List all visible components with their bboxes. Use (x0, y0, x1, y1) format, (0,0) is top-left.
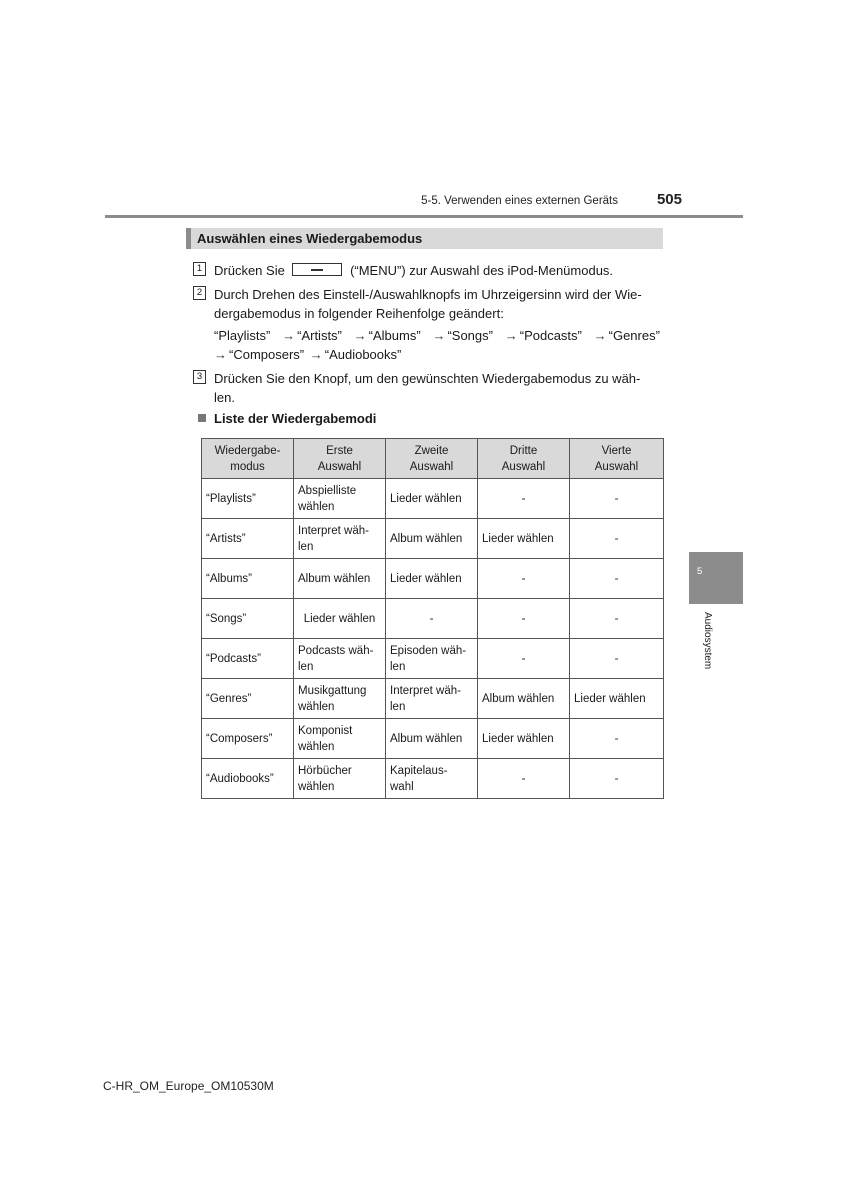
header-mode: Wiedergabe- modus (202, 439, 294, 479)
mode-sequence-line-1 (214, 325, 660, 346)
step-3-line-1: Drücken Sie den Knopf, um den gewünschten Wiedergabemodus zu wäh- (214, 371, 641, 386)
arrow-icon: → (593, 328, 607, 343)
table-row (202, 479, 664, 519)
table-row (202, 639, 664, 679)
table-row (202, 599, 664, 639)
step-2-line-1: Durch Drehen des Einstell-/Auswahlknopfs im Uhrzeigersinn wird der Wie- (214, 287, 642, 302)
table-cell: Abspielliste wählen (294, 479, 386, 519)
sequence-item: → “Podcasts” (504, 328, 582, 343)
arrow-icon: → (282, 328, 296, 343)
chapter-label: Audiosystem (702, 612, 713, 670)
table-row (202, 679, 664, 719)
sequence-item: → “Composers” (214, 347, 305, 362)
table-cell: - (570, 559, 664, 599)
table-cell: Album wählen (386, 519, 478, 559)
table-cell: “Podcasts” (202, 639, 294, 679)
table-cell: “Artists” (202, 519, 294, 559)
step-number-3: 3 (193, 370, 206, 384)
table-row (202, 519, 664, 559)
sequence-item: → “Songs” (432, 328, 493, 343)
table-cell: - (478, 479, 570, 519)
footer-document-code: C-HR_OM_Europe_OM10530M (103, 1079, 274, 1093)
table-cell: - (570, 639, 664, 679)
table-row (202, 559, 664, 599)
header-section-title: 5-5. Verwenden eines externen Geräts (421, 195, 618, 207)
step-number-2: 2 (193, 286, 206, 300)
table-cell: - (570, 759, 664, 799)
section-title: Auswählen eines Wiedergabemodus (186, 228, 663, 249)
arrow-icon: → (432, 328, 446, 343)
sequence-item: → “Artists” (282, 328, 342, 343)
playback-modes-table (201, 438, 664, 799)
table-cell: - (570, 519, 664, 559)
table-cell: Musikgattung wählen (294, 679, 386, 719)
step-1-text (214, 260, 613, 281)
table-cell: Interpret wäh- len (386, 679, 478, 719)
table-cell: “Playlists” (202, 479, 294, 519)
step-3-line-2: len. (214, 390, 235, 405)
table-row (202, 719, 664, 759)
table-cell: Komponist wählen (294, 719, 386, 759)
table-cell: “Songs” (202, 599, 294, 639)
step-number-1: 1 (193, 262, 206, 276)
page-number: 505 (656, 191, 682, 208)
table-cell: “Genres” (202, 679, 294, 719)
table-cell: Episoden wäh- len (386, 639, 478, 679)
chapter-tab (689, 552, 743, 604)
table-cell: - (570, 599, 664, 639)
table-cell: Podcasts wäh- len (294, 639, 386, 679)
table-cell: Hörbücher wählen (294, 759, 386, 799)
table-cell: Interpret wäh- len (294, 519, 386, 559)
table-cell: Lieder wählen (570, 679, 664, 719)
table-cell: “Audiobooks” (202, 759, 294, 799)
table-cell: - (478, 759, 570, 799)
header-first: Erste Auswahl (294, 439, 386, 479)
sequence-item: → “Genres” (593, 328, 660, 343)
sequence-item: → “Albums” (353, 328, 421, 343)
step-1-text-after: (“MENU”) zur Auswahl des iPod-Menümodus. (350, 263, 614, 278)
table-cell: Lieder wählen (386, 559, 478, 599)
square-bullet-icon (198, 414, 206, 422)
header-third: Dritte Auswahl (478, 439, 570, 479)
table-cell: - (570, 719, 664, 759)
chapter-number: 5 (697, 566, 703, 577)
sequence-item: “Playlists” (214, 328, 271, 343)
table-header-row (202, 439, 664, 479)
table-cell: - (478, 559, 570, 599)
table-cell: “Composers” (202, 719, 294, 759)
sequence-item: → “Audiobooks” (309, 347, 402, 362)
step-2-line-2: dergabemodus in folgender Reihenfolge geändert: (214, 306, 504, 321)
table-cell: Kapitelaus- wahl (386, 759, 478, 799)
arrow-icon: → (214, 347, 227, 362)
table-cell: Lieder wählen (294, 599, 386, 639)
table-cell: - (386, 599, 478, 639)
menu-button-icon (292, 263, 342, 276)
table-row (202, 759, 664, 799)
table-cell: Lieder wählen (478, 519, 570, 559)
header-rule (105, 215, 743, 218)
arrow-icon: → (309, 347, 323, 362)
table-cell: “Albums” (202, 559, 294, 599)
table-cell: - (570, 479, 664, 519)
table-cell: - (478, 599, 570, 639)
step-1-text-before: Drücken Sie (214, 263, 285, 278)
header-second: Zweite Auswahl (386, 439, 478, 479)
table-cell: Album wählen (294, 559, 386, 599)
arrow-icon: → (353, 328, 367, 343)
mode-sequence-line-2 (214, 344, 401, 365)
table-cell: - (478, 639, 570, 679)
table-cell: Lieder wählen (478, 719, 570, 759)
arrow-icon: → (504, 328, 518, 343)
table-cell: Album wählen (386, 719, 478, 759)
subsection-title (198, 410, 376, 428)
table-cell: Album wählen (478, 679, 570, 719)
subsection-title-text: Liste der Wiedergabemodi (214, 411, 377, 426)
table-cell: Lieder wählen (386, 479, 478, 519)
header-fourth: Vierte Auswahl (570, 439, 664, 479)
